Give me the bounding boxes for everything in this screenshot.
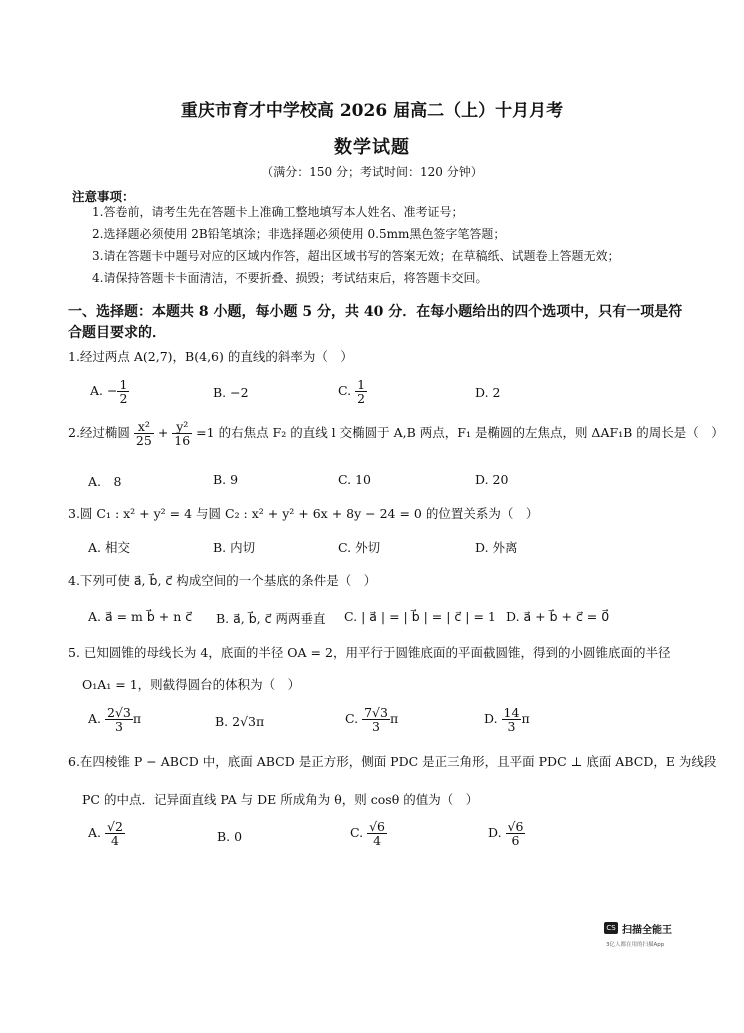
option-label: C. bbox=[338, 383, 352, 399]
q6-option-a bbox=[88, 820, 125, 847]
denominator: 2 bbox=[357, 391, 366, 407]
q4-option-c: C. | a⃗ | = | b⃗ | = | c⃗ | = 1 bbox=[344, 609, 496, 624]
denominator: 3 bbox=[372, 719, 380, 735]
q6-option-d bbox=[488, 820, 525, 847]
option-label: A. bbox=[88, 711, 102, 727]
numerator: 14 bbox=[503, 705, 520, 720]
q2-option-c: C. 10 bbox=[338, 472, 371, 487]
q5-option-a bbox=[88, 706, 141, 733]
scanner-app-name: 扫描全能王 bbox=[622, 925, 672, 936]
denominator: 6 bbox=[511, 833, 520, 849]
note-item: 1.答卷前，请考生先在答题卡上准确工整地填写本人姓名、准考证号； bbox=[92, 205, 464, 219]
q3-option-c: C. 外切 bbox=[338, 540, 381, 555]
option-label: C. bbox=[350, 825, 364, 841]
numerator: 2√3 bbox=[107, 705, 131, 720]
fraction bbox=[134, 420, 154, 447]
numerator: 1 bbox=[357, 377, 366, 392]
fraction bbox=[355, 378, 367, 405]
denominator: 16 bbox=[174, 433, 191, 449]
pi-symbol: π bbox=[521, 711, 530, 727]
q3-option-b: B. 内切 bbox=[213, 540, 256, 555]
q3-option-a: A. 相交 bbox=[88, 540, 130, 555]
minus-sign: − bbox=[107, 383, 118, 399]
q6-option-c bbox=[350, 820, 387, 847]
camscanner-logo-icon: CS bbox=[604, 922, 618, 934]
question-6-stem: 6.在四棱锥 P − ABCD 中，底面 ABCD 是正方形，侧面 PDC 是正三角形，且平面 PDC ⊥ 底面 ABCD，E 为线段 bbox=[68, 754, 717, 769]
numerator: √2 bbox=[107, 819, 123, 834]
q6-option-b: B. 0 bbox=[217, 829, 243, 844]
option-label: A. bbox=[88, 825, 102, 841]
q5-option-d bbox=[484, 706, 530, 733]
denominator: 3 bbox=[507, 719, 516, 735]
numerator: √6 bbox=[369, 819, 385, 834]
numerator: 7√3 bbox=[364, 705, 388, 720]
exam-meta: （满分：150 分；考试时间：120 分钟） bbox=[261, 165, 483, 179]
question-4-stem: 4.下列可使 a⃗, b⃗, c⃗ 构成空间的一个基底的条件是（ ） bbox=[68, 573, 377, 588]
question-2-stem bbox=[68, 420, 724, 447]
exam-subtitle: 数学试题 bbox=[334, 137, 410, 158]
numerator: √6 bbox=[507, 819, 524, 834]
fraction bbox=[367, 820, 387, 847]
fraction bbox=[362, 706, 390, 733]
fraction bbox=[502, 706, 522, 733]
q2-option-a: A. 8 bbox=[88, 474, 122, 489]
exam-title: 重庆市育才中学校高 2026 届高二（上）十月月考 bbox=[180, 101, 564, 121]
q2-option-b: B. 9 bbox=[213, 472, 239, 487]
q1-option-d: D. 2 bbox=[475, 385, 501, 400]
fraction bbox=[506, 820, 526, 847]
question-5-stem-cont: O₁A₁ = 1，则截得圆台的体积为（ ） bbox=[82, 677, 301, 692]
denominator: 2 bbox=[119, 391, 128, 407]
section-heading-cont: 合题目要求的． bbox=[68, 325, 166, 341]
pi-symbol: π bbox=[132, 711, 142, 727]
q1-option-a bbox=[90, 378, 129, 405]
q1-option-c bbox=[338, 378, 367, 405]
option-label: D. bbox=[488, 825, 502, 841]
q4-option-d: D. a⃗ + b⃗ + c⃗ = 0⃗ bbox=[506, 609, 610, 624]
stem-suffix: =1 的右焦点 F₂ 的直线 l 交椭圆于 A,B 两点，F₁ 是椭圆的左焦点，则 ΔAF₁B 的周长是（ ） bbox=[196, 425, 724, 441]
option-label: D. bbox=[484, 711, 498, 727]
fraction bbox=[172, 420, 192, 447]
notes-heading: 注意事项： bbox=[72, 189, 135, 204]
q1-option-b: B. −2 bbox=[213, 385, 249, 400]
stem-prefix: 2.经过椭圆 bbox=[68, 425, 130, 441]
q4-option-a: A. a⃗ = m b⃗ + n c⃗ bbox=[88, 609, 193, 624]
plus-sign: + bbox=[157, 425, 169, 441]
option-label: C. bbox=[345, 711, 359, 727]
pi-symbol: π bbox=[389, 711, 399, 727]
numerator: y² bbox=[172, 420, 192, 434]
denominator: 25 bbox=[135, 433, 152, 449]
question-6-stem-cont: PC 的中点．记异面直线 PA 与 DE 所成角为 θ，则 cosθ 的值为（ ） bbox=[82, 792, 479, 807]
question-5-stem: 5. 已知圆锥的母线长为 4，底面的半径 OA = 2，用平行于圆锥底面的平面截圆锥，得到的小圆锥底面的半径 bbox=[68, 645, 671, 660]
fraction bbox=[105, 706, 133, 733]
denominator: 4 bbox=[373, 833, 382, 849]
scanner-app-tagline: 3亿人都在用的扫描App bbox=[606, 942, 665, 948]
q2-option-d: D. 20 bbox=[475, 472, 509, 487]
note-item: 2.选择题必须使用 2B铅笔填涂；非选择题必须使用 0.5mm黑色签字笔答题； bbox=[92, 227, 506, 241]
fraction bbox=[117, 378, 129, 405]
note-item: 3.请在答题卡中题号对应的区域内作答，超出区域书写的答案无效；在草稿纸、试题卷上答题无效； bbox=[92, 249, 620, 263]
q4-option-b: B. a⃗, b⃗, c⃗ 两两垂直 bbox=[216, 611, 326, 626]
q5-option-c bbox=[345, 706, 398, 733]
question-3-stem: 3.圆 C₁ : x² + y² = 4 与圆 C₂ : x² + y² + 6x + 8y − 24 = 0 的位置关系为（ ） bbox=[68, 506, 539, 521]
numerator: 1 bbox=[119, 377, 128, 392]
q3-option-d: D. 外离 bbox=[475, 540, 518, 555]
section-heading: 一、选择题：本题共 8 小题，每小题 5 分，共 40 分．在每小题给出的四个选项中，只有一项是符 bbox=[68, 304, 683, 320]
note-item: 4.请保持答题卡卡面清洁，不要折叠、损毁；考试结束后，将答题卡交回。 bbox=[92, 271, 488, 285]
denominator: 4 bbox=[110, 833, 119, 849]
option-label: A. bbox=[90, 383, 104, 399]
q5-option-b: B. 2√3π bbox=[215, 714, 265, 729]
denominator: 3 bbox=[114, 719, 123, 735]
numerator: x² bbox=[134, 420, 154, 434]
question-1-stem: 1.经过两点 A(2,7)，B(4,6) 的直线的斜率为（ ） bbox=[68, 349, 353, 364]
fraction bbox=[105, 820, 125, 847]
